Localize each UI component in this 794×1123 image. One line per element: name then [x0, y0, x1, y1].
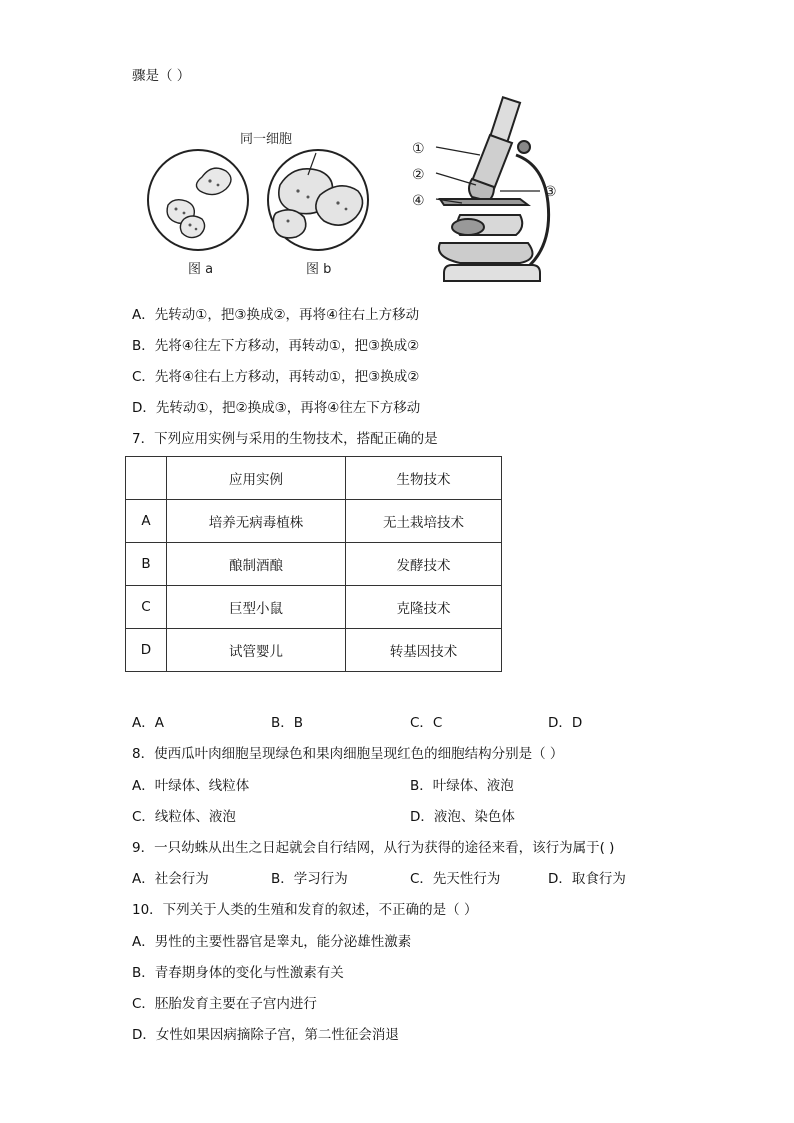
q9-option-a: A．社会行为	[132, 871, 209, 887]
q7-table	[125, 456, 502, 672]
table-cell: 发酵技术	[346, 543, 502, 586]
table-cell: 试管婴儿	[167, 629, 346, 672]
q10-stem: 10．下列关于人类的生殖和发育的叙述，不正确的是（ ）	[132, 902, 478, 918]
table-cell: 克隆技术	[346, 586, 502, 629]
q7-option-d: D．D	[548, 715, 583, 731]
table-cell: 无土栽培技术	[346, 500, 502, 543]
q9-stem: 9．一只幼蛛从出生之日起就会自行结网，从行为获得的途径来看，该行为属于( )	[132, 840, 615, 856]
microscope-illustration	[439, 97, 549, 281]
table-cell: 培养无病毒植株	[167, 500, 346, 543]
caption-a: 图 a	[188, 262, 214, 277]
q6-option-c: C．先将④往右上方移动，再转动①，把③换成②	[132, 369, 420, 385]
marker-1: ①	[412, 141, 425, 157]
same-cell-label: 同一细胞	[240, 132, 293, 147]
marker-2: ②	[412, 167, 425, 183]
table-row	[126, 543, 502, 586]
q9-option-d: D．取食行为	[548, 871, 626, 887]
table-header-cell: 应用实例	[167, 457, 346, 500]
cell-a-3	[180, 216, 204, 238]
q7-option-a: A．A	[132, 715, 164, 731]
q8-option-c: C．线粒体、液泡	[132, 809, 236, 825]
cell-b-3	[273, 210, 305, 238]
table-cell: 巨型小鼠	[167, 586, 346, 629]
table-row	[126, 629, 502, 672]
q6-option-d: D．先转动①，把②换成③，再将④往左下方移动	[132, 400, 421, 416]
marker-4: ④	[412, 193, 425, 209]
table-row	[126, 500, 502, 543]
table-header-row	[126, 457, 502, 500]
q6-figure	[140, 95, 580, 290]
table-row	[126, 586, 502, 629]
cell-a-1	[196, 168, 231, 194]
table-header-cell: 生物技术	[346, 457, 502, 500]
q7-stem: 7．下列应用实例与采用的生物技术，搭配正确的是	[132, 431, 438, 447]
q8-stem: 8．使西瓜叶肉细胞呈现绿色和果肉细胞呈现红色的细胞结构分别是（ ）	[132, 746, 564, 762]
table-cell: A	[126, 500, 167, 543]
table-cell: B	[126, 543, 167, 586]
q7-option-c: C．C	[410, 715, 443, 731]
q10-option-d: D．女性如果因病摘除子宫，第二性征会消退	[132, 1027, 399, 1043]
q6-option-b: B．先将④往左下方移动，再转动①，把③换成②	[132, 338, 420, 354]
q6-stem-tail: 骤是（ ）	[132, 68, 191, 84]
table-cell: D	[126, 629, 167, 672]
q7-option-b: B．B	[271, 715, 304, 731]
q6-option-a: A．先转动①，把③换成②，再将④往右上方移动	[132, 307, 420, 323]
marker-3: ③	[544, 184, 557, 200]
table-cell: C	[126, 586, 167, 629]
q10-option-a: A．男性的主要性器官是睾丸，能分泌雄性激素	[132, 934, 412, 950]
q8-option-b: B．叶绿体、液泡	[410, 778, 514, 794]
table-cell: 转基因技术	[346, 629, 502, 672]
q10-option-b: B．青春期身体的变化与性激素有关	[132, 965, 344, 981]
caption-b: 图 b	[306, 262, 332, 277]
q9-option-b: B．学习行为	[271, 871, 348, 887]
q8-option-d: D．液泡、染色体	[410, 809, 515, 825]
q10-option-c: C．胚胎发育主要在子宫内进行	[132, 996, 317, 1012]
q8-option-a: A．叶绿体、线粒体	[132, 778, 250, 794]
table-cell: 酿制酒酿	[167, 543, 346, 586]
q9-option-c: C．先天性行为	[410, 871, 501, 887]
table-header-cell	[126, 457, 167, 500]
